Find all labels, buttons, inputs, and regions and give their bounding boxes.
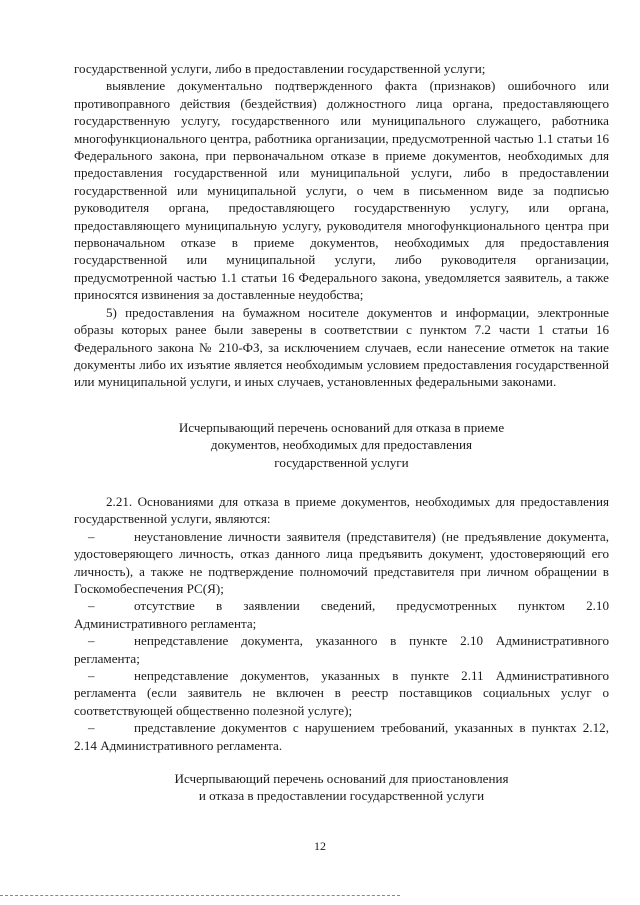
paragraph-continuation: государственной услуги, либо в предоставлении государственной услуги; [74, 61, 486, 76]
dash-marker: – [88, 668, 95, 683]
list-item-text: непредставление документов, указанных в пункте 2.11 Административного регламента (если заявитель не включен в реестр поставщиков социальных услуг о соответствующей общественно полезной услуге); [74, 668, 609, 718]
paragraph-item-5: 5) предоставления на бумажном носителе документов и информации, электронные образы которых ранее были заверены в соответствии с пунктом 7.2 части 1 статьи 16 Федерального закона № 210-ФЗ, за исключением случаев, если нанесение отметок на такие документы либо их изъятие является необходимым условием предоставления государственной или муниципальной услуги, и иных случаев, установленных федеральными законами. [74, 304, 609, 390]
list-item-text: непредставление документа, указанного в пункте 2.10 Административного регламента; [74, 633, 609, 666]
paragraph-2-21: 2.21. Основаниями для отказа в приеме документов, необходимых для предоставления государственной услуги, являются: [74, 493, 609, 527]
list-item [74, 632, 609, 667]
heading-line: государственной услуги [274, 454, 409, 470]
dash-marker: – [88, 720, 95, 736]
page-body [74, 60, 609, 805]
heading-line: Исчерпывающий перечень оснований для отказа в приеме [178, 419, 505, 435]
section-heading-refusal-reasons [132, 419, 552, 471]
dash-marker: – [88, 598, 95, 614]
page-number: 12 [314, 839, 326, 853]
section-heading-suspension-reasons [132, 770, 552, 805]
heading-line: и отказа в предоставлении государственной услуги [198, 788, 485, 804]
list-item-text: представление документов с нарушением требований, указанных в пунктах 2.12, 2.14 Административного регламента. [74, 720, 609, 753]
list-item-text: отсутствие в заявлении сведений, предусмотренных пунктом 2.10 Административного регламента; [74, 598, 609, 631]
list-item [74, 667, 609, 719]
list-item [74, 719, 609, 754]
paragraph-violation-identification: выявление документально подтвержденного факта (признаков) ошибочного или противоправного действия (бездействия) должностного лица органа, предоставляющего государственную услугу, государственного или муниципального служащего, работника многофункционального центра, работника организации, предусмотренной частью 1.1 статьи 16 Федерального закона, при первоначальном отказе в приеме документов, необходимых для предоставления государственной или муниципальной услуги, либо в предоставлении государственной или муниципальной услуги, о чем в письменном виде за подписью руководителя органа, предоставляющего государственную услугу, или органа, предоставляющего муниципальную услугу, руководителя многофункционального центра при первоначальном отказе в приеме документов, необходимых для предоставления государственной или муниципальной услуги, либо руководителя организации, предусмотренной частью 1.1 статьи 16 Федерального закона, уведомляется заявитель, а также приносятся извинения за доставленные неудобства; [74, 78, 609, 303]
heading-line: документов, необходимых для предоставления [210, 437, 473, 453]
list-item [74, 528, 609, 598]
scan-edge-line [0, 895, 400, 896]
list-item-text: неустановление личности заявителя (представителя) (не предъявление документа, удостоверяющего личность, отказ данного лица предъявить документ, удостоверяющий его личность), а также не подтверждение полномочий представителя при личном обращении в Госкомобеспечения РС(Я); [74, 528, 609, 596]
list-item [74, 597, 609, 632]
dash-marker: – [88, 528, 95, 544]
heading-line: Исчерпывающий перечень оснований для приостановления [174, 771, 509, 787]
dash-marker: – [88, 633, 95, 649]
